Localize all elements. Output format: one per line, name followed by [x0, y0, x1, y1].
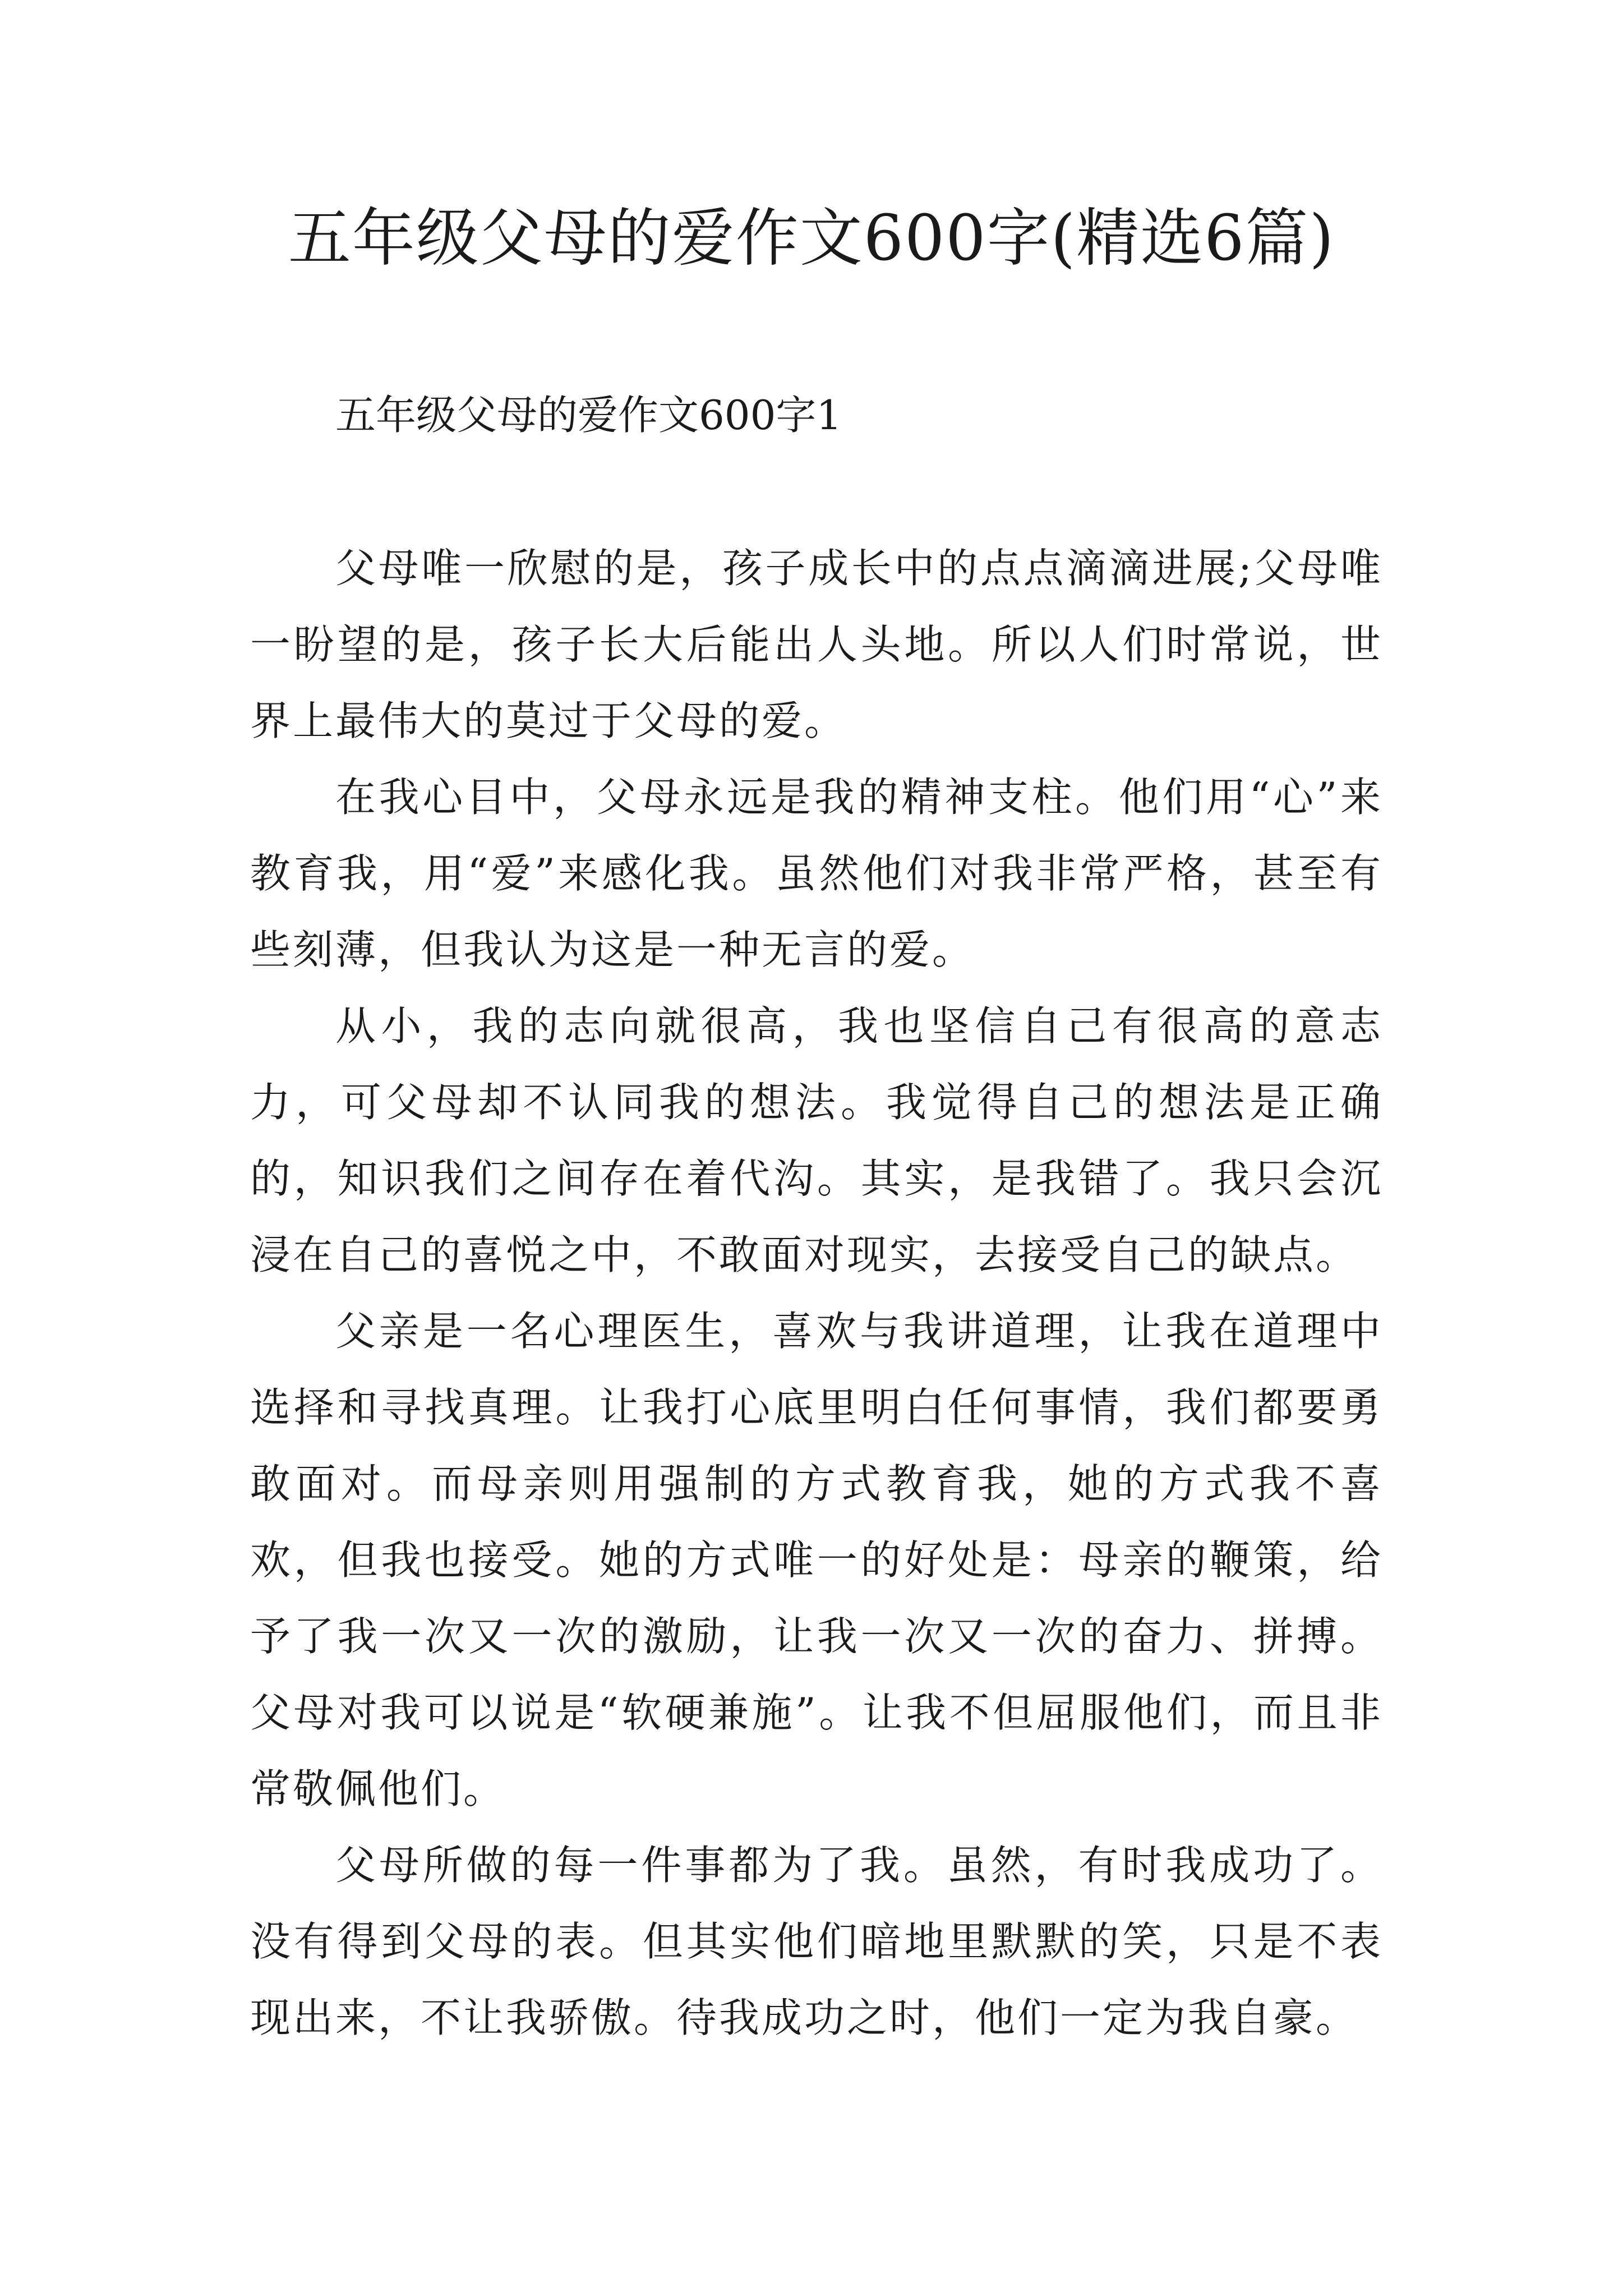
document-title: 五年级父母的爱作文600字(精选6篇) [288, 202, 1335, 275]
section-heading: 五年级父母的爱作文600字1 [335, 392, 842, 439]
paragraph: 从小，我的志向就很高，我也坚信自己有很高的意志力，可父母却不认同我的想法。我觉得自己的想法是正确的，知识我们之间存在着代沟。其实，是我错了。我只会沉浸在自己的喜悦之中，不敢面对现实，去接受自己的缺点。 [250, 1002, 1383, 1278]
paragraph: 在我心目中，父母永远是我的精神支柱。他们用“心”来教育我，用“爱”来感化我。虽然他们对我非常严格，甚至有些刻薄，但我认为这是一种无言的爱。 [250, 774, 1383, 973]
document-body [250, 530, 1383, 2056]
paragraph: 父亲是一名心理医生，喜欢与我讲道理，让我在道理中选择和寻找真理。让我打心底里明白任何事情，我们都要勇敢面对。而母亲则用强制的方式教育我，她的方式我不喜欢，但我也接受。她的方式唯一的好处是：母亲的鞭策，给予了我一次又一次的激励，让我一次又一次的奋力、拼搏。父母对我可以说是“软硬兼施”。让我不但屈服他们，而且非常敬佩他们。 [250, 1308, 1383, 1812]
paragraph: 父母唯一欣慰的是，孩子成长中的点点滴滴进展;父母唯一盼望的是，孩子长大后能出人头地。所以人们时常说，世界上最伟大的莫过于父母的爱。 [250, 545, 1383, 744]
paragraph: 父母所做的每一件事都为了我。虽然，有时我成功了。没有得到父母的表。但其实他们暗地里默默的笑，只是不表现出来，不让我骄傲。待我成功之时，他们一定为我自豪。 [250, 1842, 1383, 2041]
